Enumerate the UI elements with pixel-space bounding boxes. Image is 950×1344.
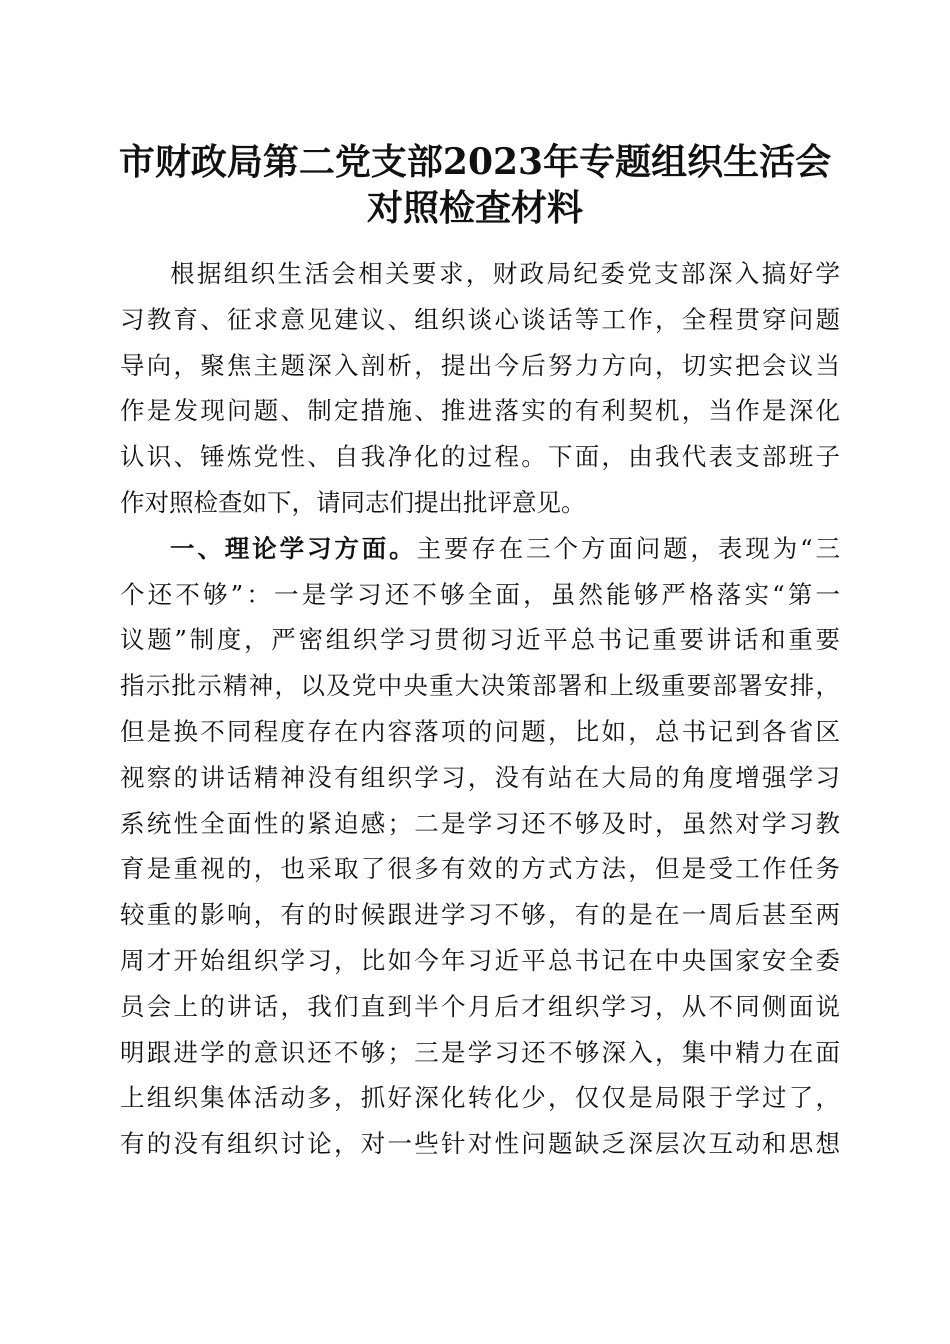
paragraph-2-line: 较重的影响，有的时候跟进学习不够，有的是在一周后甚至两: [120, 900, 840, 930]
paragraph-2-line: 明跟进学的意识还不够；三是学习还不够深入，集中精力在面: [120, 1037, 840, 1067]
paragraph-2-line: 育是重视的，也采取了很多有效的方式方法，但是受工作任务: [120, 854, 840, 884]
paragraph-1-line: 根据组织生活会相关要求，财政局纪委党支部深入搞好学: [170, 259, 840, 288]
paragraph-2-line: 视察的讲话精神没有组织学习，没有站在大局的角度增强学习: [120, 762, 840, 792]
paragraph-1-line: 习教育、征求意见建议、组织谈心谈话等工作，全程贯穿问题: [120, 304, 840, 334]
paragraph-2-line: 议题”制度，严密组织学习贯彻习近平总书记重要讲话和重要: [120, 625, 840, 655]
paragraph-1-line: 作对照检查如下，请同志们提出批评意见。: [120, 487, 586, 517]
paragraph-2-line: 周才开始组织学习，比如今年习近平总书记在中央国家安全委: [120, 945, 840, 975]
paragraph-2-line: 指示批示精神，以及党中央重大决策部署和上级重要部署安排，: [120, 671, 840, 701]
document-body: [120, 251, 840, 1167]
section-heading: 一、理论学习方面。: [170, 533, 417, 563]
paragraph-2-line: 上组织集体活动多，抓好深化转化少，仅仅是局限于学过了，: [120, 1083, 840, 1113]
paragraph-2-first-line: [120, 526, 840, 572]
paragraph-1-line: 认识、锤炼党性、自我净化的过程。下面，由我代表支部班子: [120, 442, 840, 472]
document-title-line-2: 对照检查材料: [366, 187, 583, 229]
paragraph-1-line: 导向，聚焦主题深入剖析，提出今后努力方向，切实把会议当: [120, 350, 840, 380]
document-title-line-1: 市财政局第二党支部2023年专题组织生活会: [118, 141, 832, 183]
paragraph-2-line: 个还不够”：一是学习还不够全面，虽然能够严格落实“第一: [120, 579, 840, 609]
paragraph-2-line: 员会上的讲话，我们直到半个月后才组织学习，从不同侧面说: [120, 991, 840, 1021]
paragraph-2-first-line-text: 主要存在三个方面问题，表现为“三: [416, 533, 841, 563]
paragraph-1-line: 作是发现问题、制定措施、推进落实的有利契机，当作是深化: [120, 396, 840, 426]
paragraph-2-line: 有的没有组织讨论，对一些针对性问题缺乏深层次互动和思想: [120, 1129, 840, 1159]
paragraph-2-line: 系统性全面性的紧迫感；二是学习还不够及时，虽然对学习教: [120, 808, 840, 838]
paragraph-2-line: 但是换不同程度存在内容落项的问题，比如，总书记到各省区: [120, 716, 840, 746]
